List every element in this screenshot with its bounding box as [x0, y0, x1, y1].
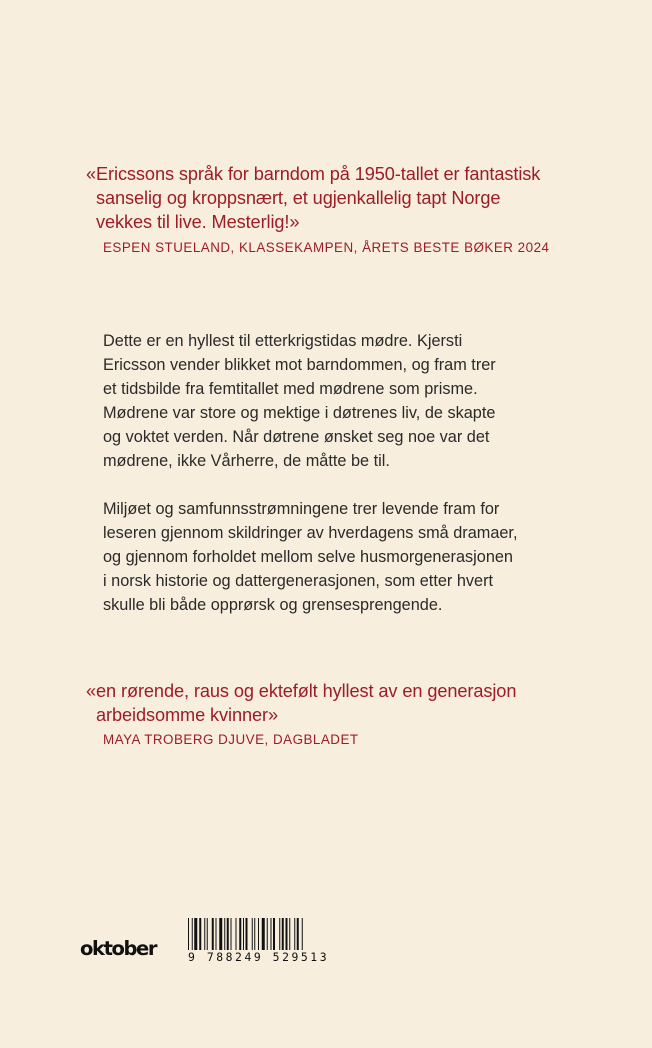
paragraph-line: i norsk historie og dattergenerasjonen, som etter hvert [103, 572, 494, 590]
paragraph-line: skulle bli både opprørsk og grensesprengende. [103, 596, 443, 614]
barcode-number: 9 788249 529513 [188, 950, 330, 964]
paragraph-line: leseren gjennom skildringer av hverdagens små dramaer, [103, 524, 518, 542]
quote-2-line: «en rørende, raus og ektefølt hyllest av en generasjon [86, 681, 517, 701]
paragraph-line: og voktet verden. Når døtrene ønsket seg noe var det [103, 428, 490, 446]
quote-1-line: sanselig og kroppsnært, et ugjenkallelig tapt Norge [96, 188, 501, 208]
quote-2-source: MAYA TROBERG DJUVE, DAGBLADET [103, 732, 359, 747]
paragraph-line: Mødrene var store og mektige i døtrenes liv, de skapte [103, 404, 496, 422]
paragraph-line: og gjennom forholdet mellom selve husmorgenerasjonen [103, 548, 513, 566]
paragraph-line: Miljøet og samfunnsstrømningene trer levende fram for [103, 500, 500, 518]
quote-1-source: ESPEN STUELAND, KLASSEKAMPEN, ÅRETS BESTE BØKER 2024 [103, 240, 550, 255]
quote-2-line: arbeidsomme kvinner» [96, 705, 278, 725]
description-paragraph-1 [103, 329, 583, 473]
blurb-quote-2 [86, 679, 586, 727]
paragraph-line: Dette er en hyllest til etterkrigstidas mødre. Kjersti [103, 332, 463, 350]
quote-1-line: «Ericssons språk for barndom på 1950-tallet er fantastisk [86, 164, 541, 184]
paragraph-line: mødrene, ikke Vårherre, de måtte be til. [103, 452, 390, 470]
blurb-quote-1 [86, 162, 586, 234]
paragraph-line: et tidsbilde fra femtitallet med mødrene som prisme. [103, 380, 478, 398]
description-paragraph-2 [103, 497, 583, 617]
paragraph-line: Ericsson vender blikket mot barndommen, og fram trer [103, 356, 496, 374]
quote-1-line: vekkes til live. Mesterlig!» [96, 212, 300, 232]
publisher-logo: oktober [80, 937, 157, 960]
